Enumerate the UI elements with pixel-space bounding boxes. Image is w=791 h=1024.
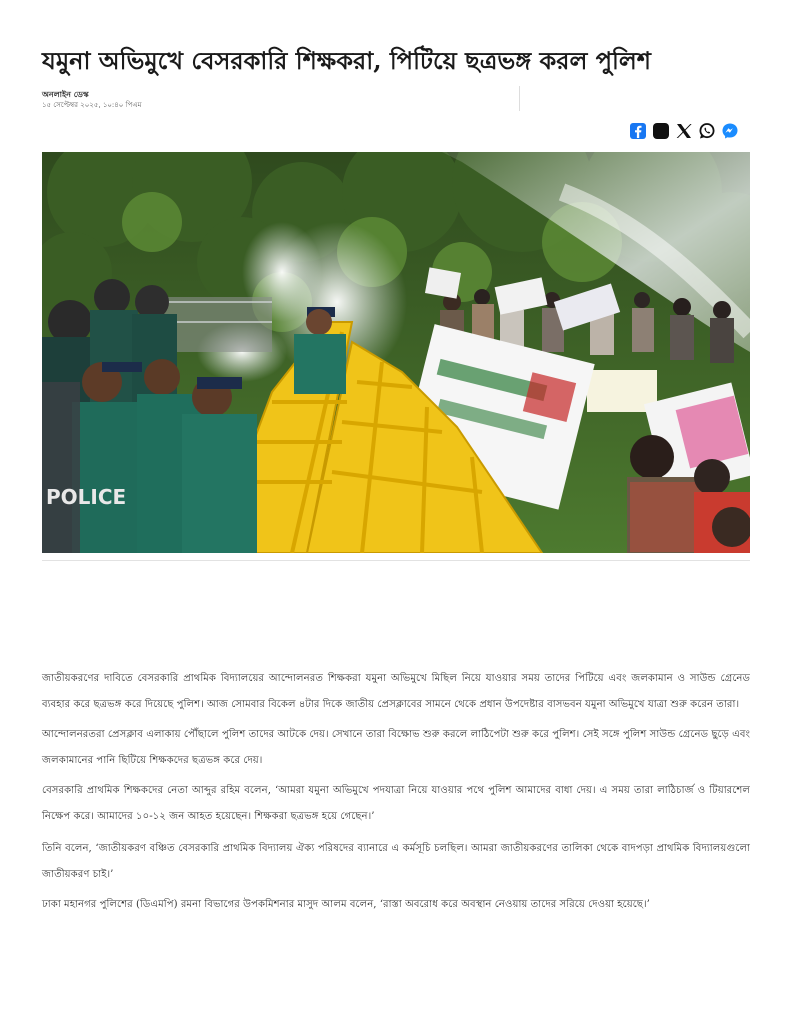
author-name[interactable]: অনলাইন ডেস্ক bbox=[42, 90, 89, 99]
article-paragraph: জাতীয়করণের দাবিতে বেসরকারি প্রাথমিক বিদ্যালয়ের আন্দোলনরত শিক্ষকরা যমুনা অভিমুখে মিছিল নিয়ে যাওয়ার সময় তাদের পিটিয়ে এবং জলকামান ও সাউন্ড গ্রেনেড ব্যবহার করে ছত্রভঙ্গ করে দিয়েছে পুলিশ। আজ সোমবার বিকেল ৪টার দিকে জাতীয় প্রেসক্লাবের সামনে থেকে প্রধান উপদেষ্টার বাসভবন যমুনা অভিমুখে যাত্রা শুরু করেন তারা। bbox=[42, 673, 750, 710]
article-paragraph: আন্দোলনরতরা প্রেসক্লাব এলাকায় পৌঁছালে পুলিশ তাদের আটকে দেয়। সেখানে তারা বিক্ষোভ শুরু করলে লাঠিপেটা শুরু করে পুলিশ। সেই সঙ্গে পুলিশ সাউন্ড গ্রেনেড ছুড়ে এবং জলকামানের পানি ছিটিয়ে শিক্ষকদের ছত্রভঙ্গ করে দেয়। bbox=[42, 729, 750, 766]
share-bar bbox=[629, 122, 739, 140]
police-shirt-text: POLICE bbox=[46, 485, 127, 509]
publish-date: ১৫ সেপ্টেম্বর ২০২৫, ১০:৪০ পিএম bbox=[42, 101, 142, 109]
whatsapp-icon[interactable] bbox=[698, 122, 716, 140]
divider bbox=[519, 86, 520, 111]
divider bbox=[42, 560, 750, 561]
byline bbox=[42, 89, 142, 110]
article-headline: যমুনা অভিমুখে বেসরকারি শিক্ষকরা, পিটিয়ে ছত্রভঙ্গ করল পুলিশ bbox=[42, 46, 651, 75]
messenger-icon[interactable] bbox=[721, 122, 739, 140]
article-photo bbox=[42, 152, 750, 553]
instagram-icon[interactable] bbox=[652, 122, 670, 140]
article-paragraph: বেসরকারি প্রাথমিক শিক্ষকদের নেতা আব্দুর রহিম বলেন, ‘আমরা যমুনা অভিমুখে পদযাত্রা নিয়ে যাওয়ার পথে পুলিশ আমাদের বাধা দেয়। এ সময় তারা লাঠিচার্জ ও টিয়ারশেল নিক্ষেপ করে। আমাদের ১০-১২ জন আহত হয়েছেন। শিক্ষকরা ছত্রভঙ্গ হয়ে গেছেন।’ bbox=[42, 785, 750, 822]
x-icon[interactable] bbox=[675, 122, 693, 140]
article-paragraph: ঢাকা মহানগর পুলিশের (ডিএমপি) রমনা বিভাগের উপকমিশনার মাসুদ আলম বলেন, ‘রাস্তা অবরোধ করে অবস্থান নেওয়ায় তাদের সরিয়ে দেওয়া হয়েছে।’ bbox=[42, 899, 650, 910]
facebook-icon[interactable] bbox=[629, 122, 647, 140]
article-body bbox=[42, 666, 750, 922]
article-paragraph: তিনি বলেন, ‘জাতীয়করণ বঞ্চিত বেসরকারি প্রাথমিক বিদ্যালয় ঐক্য পরিষদের ব্যানারে এ কর্মসূচি চলছিল। আমরা জাতীয়করণের তালিকা থেকে বাদপড়া প্রাথমিক বিদ্যালয়গুলো জাতীয়করণ চাই।’ bbox=[42, 843, 750, 880]
